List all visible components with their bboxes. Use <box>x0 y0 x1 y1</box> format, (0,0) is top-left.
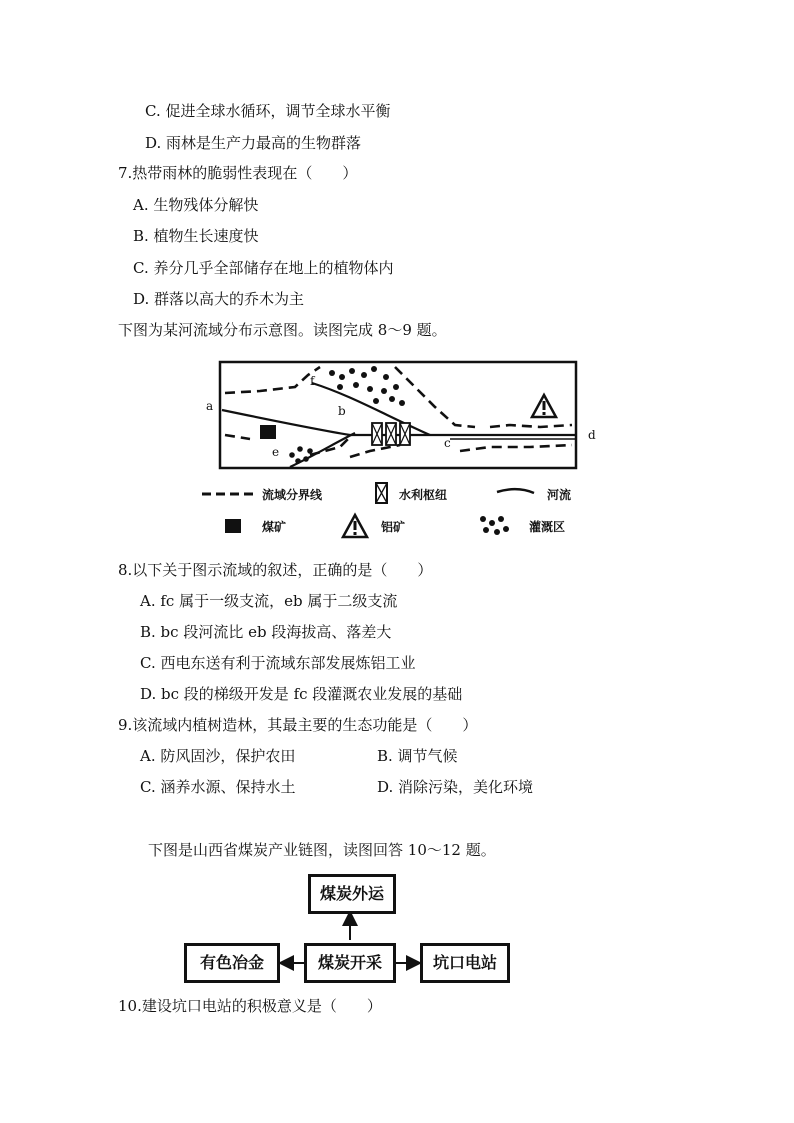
coal-mine-icon <box>260 425 276 439</box>
boundary-line <box>460 445 572 451</box>
q7-option-a: A. 生物残体分解快 <box>133 196 259 214</box>
boundary-line <box>225 435 250 439</box>
q9-option-b: B. 调节气候 <box>377 747 458 765</box>
boundary-line <box>395 367 475 427</box>
q6-option-c: C. 促进全球水循环，调节全球水平衡 <box>145 102 391 120</box>
aluminum-mine-icon <box>532 395 556 417</box>
legend-river-symbol <box>497 489 534 493</box>
q9-option-d: D. 消除污染，美化环境 <box>377 778 534 796</box>
q9-option-a: A. 防风固沙，保护农田 <box>140 747 296 765</box>
dam-icon <box>372 423 410 445</box>
q8-option-b: B. bc 段河流比 eb 段海拔高、落差大 <box>140 623 392 641</box>
boundary-line <box>225 367 320 393</box>
q8-stem: 8.以下关于图示流域的叙述，正确的是（ ） <box>118 561 433 579</box>
legend-coal-icon <box>225 519 241 533</box>
q9-option-c: C. 涵养水源、保持水土 <box>140 778 296 796</box>
box-coal-mining: 煤炭开采 <box>304 943 396 983</box>
box-coal-export: 煤炭外运 <box>308 874 396 914</box>
legend-boundary-label: 流域分界线 <box>262 488 323 502</box>
legend-irrigation-label: 灌溉区 <box>529 520 566 534</box>
q8-option-d: D. bc 段的梯级开发是 fc 段灌溉农业发展的基础 <box>140 685 463 703</box>
map-label-a: a <box>206 399 214 413</box>
boundary-line <box>490 425 572 427</box>
legend-coal-label: 煤矿 <box>262 520 287 534</box>
legend-aluminum-label: 铝矿 <box>381 520 406 534</box>
q7-option-d: D. 群落以高大的乔木为主 <box>133 290 305 308</box>
map-label-b: b <box>338 404 346 418</box>
map-label-f: f <box>310 374 315 388</box>
chain-intro: 下图是山西省煤炭产业链图，读图回答 10～12 题。 <box>148 841 496 859</box>
coal-industry-chain-diagram <box>180 868 520 988</box>
legend-irrigation-icon <box>480 516 509 535</box>
map-label-e: e <box>272 445 280 459</box>
legend-aluminum-icon <box>343 515 367 537</box>
q7-option-b: B. 植物生长速度快 <box>133 227 259 245</box>
map-intro: 下图为某河流域分布示意图。读图完成 8～9 题。 <box>118 321 447 339</box>
q10-stem: 10.建设坑口电站的积极意义是（ ） <box>118 997 382 1015</box>
legend-river-label: 河流 <box>547 488 572 502</box>
q7-option-c: C. 养分几乎全部储存在地上的植物体内 <box>133 259 394 277</box>
box-nonferrous-metallurgy: 有色冶金 <box>184 943 280 983</box>
box-pithead-power-station: 坑口电站 <box>420 943 510 983</box>
legend-dam-icon <box>376 483 387 503</box>
map-label-d: d <box>588 428 596 442</box>
legend-dam-label: 水利枢纽 <box>399 488 448 502</box>
q6-option-d: D. 雨林是生产力最高的生物群落 <box>145 134 362 152</box>
q8-option-a: A. fc 属于一级支流，eb 属于二级支流 <box>140 592 398 610</box>
q8-option-c: C. 西电东送有利于流域东部发展炼铝工业 <box>140 654 416 672</box>
boundary-line <box>350 445 400 457</box>
q7-stem: 7.热带雨林的脆弱性表现在（ ） <box>118 164 358 182</box>
river-basin-map <box>200 355 600 545</box>
q9-stem: 9.该流域内植树造林，其最主要的生态功能是（ ） <box>118 716 478 734</box>
map-label-c: c <box>444 436 451 450</box>
